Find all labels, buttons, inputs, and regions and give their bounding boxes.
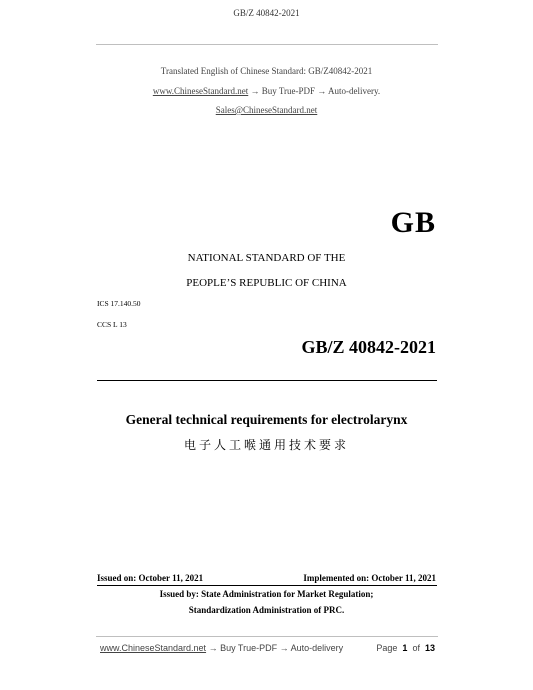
national-standard-line1: NATIONAL STANDARD OF THE <box>187 252 346 264</box>
issued-by: Issued by: State Administration for Market Regulation; <box>159 589 374 599</box>
sales-email-link[interactable]: Sales@ChineseStandard.net <box>215 105 318 115</box>
issued-by-line2: Standardization Administration of PRC. <box>188 605 345 615</box>
dates-divider <box>97 585 437 586</box>
issued-on-date: Issued on: October 11, 2021 <box>97 573 204 583</box>
ics-code: ICS 17.140.50 <box>97 299 141 308</box>
footer-divider <box>96 636 438 637</box>
standard-number: GB/Z 40842-2021 <box>301 337 436 357</box>
buy-links-line <box>0 86 533 96</box>
page-total: 13 <box>424 643 435 653</box>
implemented-on-date: Implemented on: October 11, 2021 <box>303 573 436 583</box>
title-chinese: 电子人工喉通用技术要求 <box>183 438 349 452</box>
page-header-code: GB/Z 40842-2021 <box>233 8 300 18</box>
of-label: of <box>412 643 420 653</box>
title-divider <box>97 380 437 381</box>
ccs-code: CCS L 13 <box>97 320 127 329</box>
title-english: General technical requirements for electrolarynx <box>125 412 408 427</box>
footer-site-link[interactable]: www.ChineseStandard.net <box>100 643 207 653</box>
page-indicator <box>376 643 435 653</box>
site-link[interactable]: www.ChineseStandard.net <box>152 86 249 96</box>
national-standard-line2: PEOPLE’S REPUBLIC OF CHINA <box>186 277 347 289</box>
sales-email-line <box>0 105 533 115</box>
translation-note: Translated English of Chinese Standard: GB/Z40842-2021 <box>160 66 373 76</box>
buy-arrow-text: → Buy True-PDF → Auto-delivery. <box>248 86 381 96</box>
page-number: 1 <box>402 643 408 653</box>
header-divider <box>96 44 438 45</box>
footer-arrow-text: → Buy True-PDF → Auto-delivery <box>206 643 344 653</box>
footer-links <box>100 643 343 653</box>
gb-mark: GB <box>390 206 436 239</box>
page-label: Page <box>376 643 398 653</box>
